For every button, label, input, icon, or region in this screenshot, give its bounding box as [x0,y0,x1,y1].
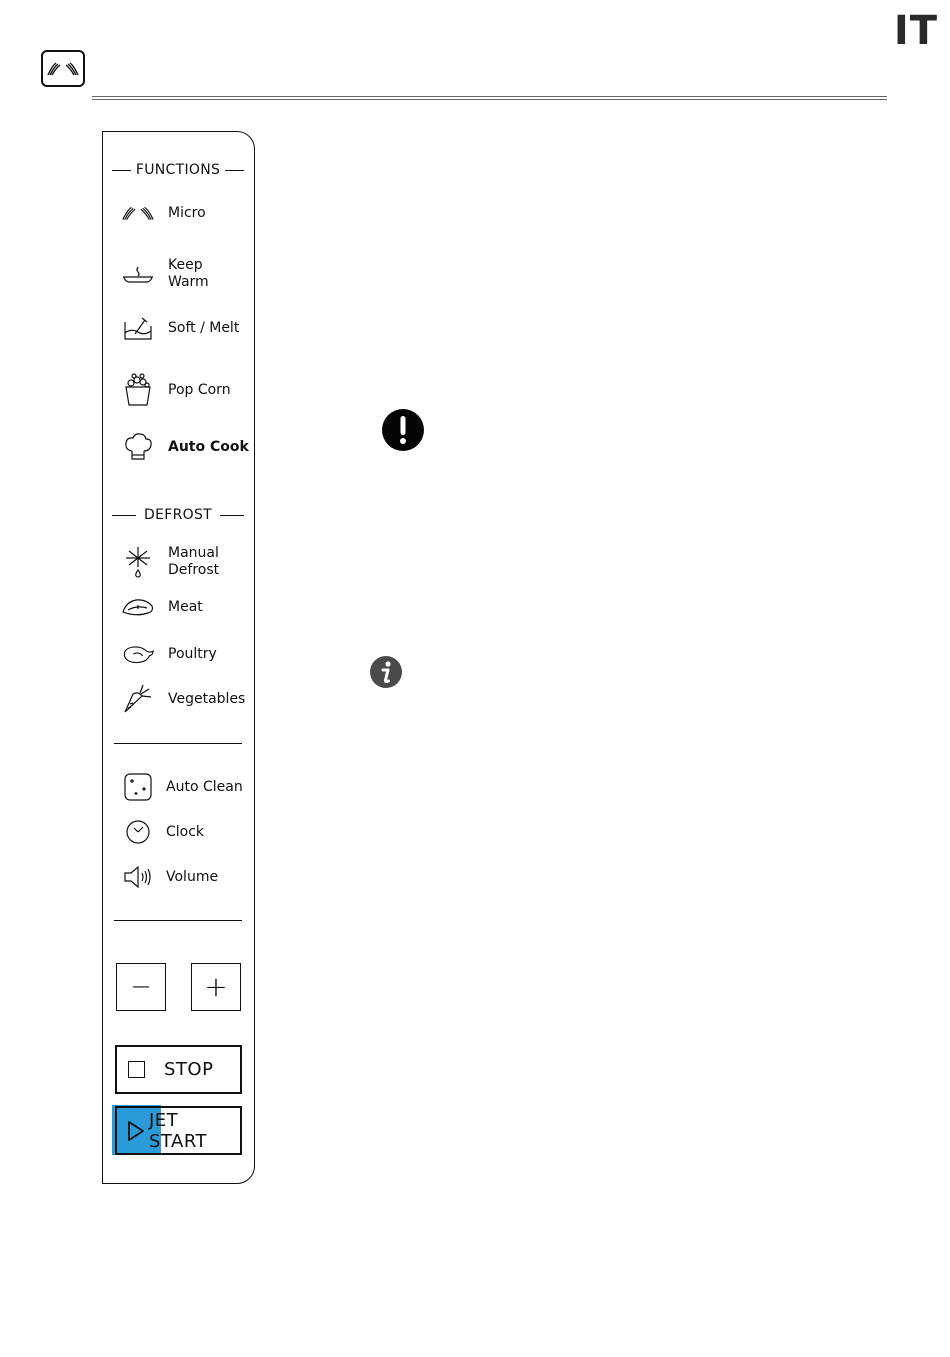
functions-header [114,160,242,180]
setting-auto-clean[interactable] [114,769,254,805]
play-triangle-icon [126,1120,146,1142]
plate-icon [120,256,156,292]
defrost-vegetables-label: Vegetables [168,690,246,707]
stop-button[interactable] [115,1045,242,1094]
microwave-waves-icon [41,50,85,87]
warning-icon [381,408,425,452]
setting-volume[interactable] [114,859,254,895]
defrost-header [114,505,242,525]
defrost-manual[interactable] [114,544,254,580]
function-soft-melt[interactable] [114,310,254,346]
defrost-poultry[interactable] [114,636,254,672]
chef-hat-icon [120,429,156,465]
stop-label: STOP [164,1059,214,1080]
panel-divider-2 [114,920,242,921]
steak-icon [120,589,156,625]
sparkle-square-icon [120,769,156,805]
setting-volume-label: Volume [166,868,219,885]
microwave-waves-icon [120,195,156,231]
defrost-manual-label: Manual Defrost [168,545,220,578]
setting-clock-label: Clock [166,823,205,840]
minus-symbol: − [130,972,152,1002]
defrost-header-label: DEFROST [144,507,212,523]
stop-square-icon [128,1061,145,1078]
function-pop-corn[interactable] [114,372,254,408]
jet-start-button[interactable] [115,1106,242,1155]
defrost-poultry-label: Poultry [168,645,217,662]
function-micro[interactable] [114,195,254,231]
function-soft-melt-label: Soft / Melt [168,319,240,336]
defrost-meat-label: Meat [168,598,203,615]
popcorn-icon [120,372,156,408]
function-keep-warm[interactable] [114,256,254,292]
clock-icon [120,814,156,850]
plus-symbol: + [204,970,228,1003]
functions-header-label: FUNCTIONS [135,162,221,178]
setting-clock[interactable] [114,814,254,850]
chicken-icon [120,636,156,672]
language-code: IT [893,8,938,54]
info-icon [369,655,403,689]
minus-button[interactable] [116,963,166,1011]
function-auto-cook[interactable] [114,429,254,465]
setting-auto-clean-label: Auto Clean [166,778,243,795]
function-pop-corn-label: Pop Corn [168,381,231,398]
plus-button[interactable] [191,963,241,1011]
defrost-meat[interactable] [114,589,254,625]
carrot-icon [120,681,156,717]
snowflake-drop-icon [120,544,156,580]
jet-start-label: JET START [149,1109,208,1152]
speaker-icon [120,859,156,895]
function-micro-label: Micro [168,204,206,221]
melting-pot-icon [120,310,156,346]
header-rule [92,96,887,100]
function-keep-warm-label: Keep Warm [168,257,209,290]
defrost-vegetables[interactable] [114,681,254,717]
panel-divider-1 [114,743,242,744]
function-auto-cook-label: Auto Cook [168,438,249,455]
